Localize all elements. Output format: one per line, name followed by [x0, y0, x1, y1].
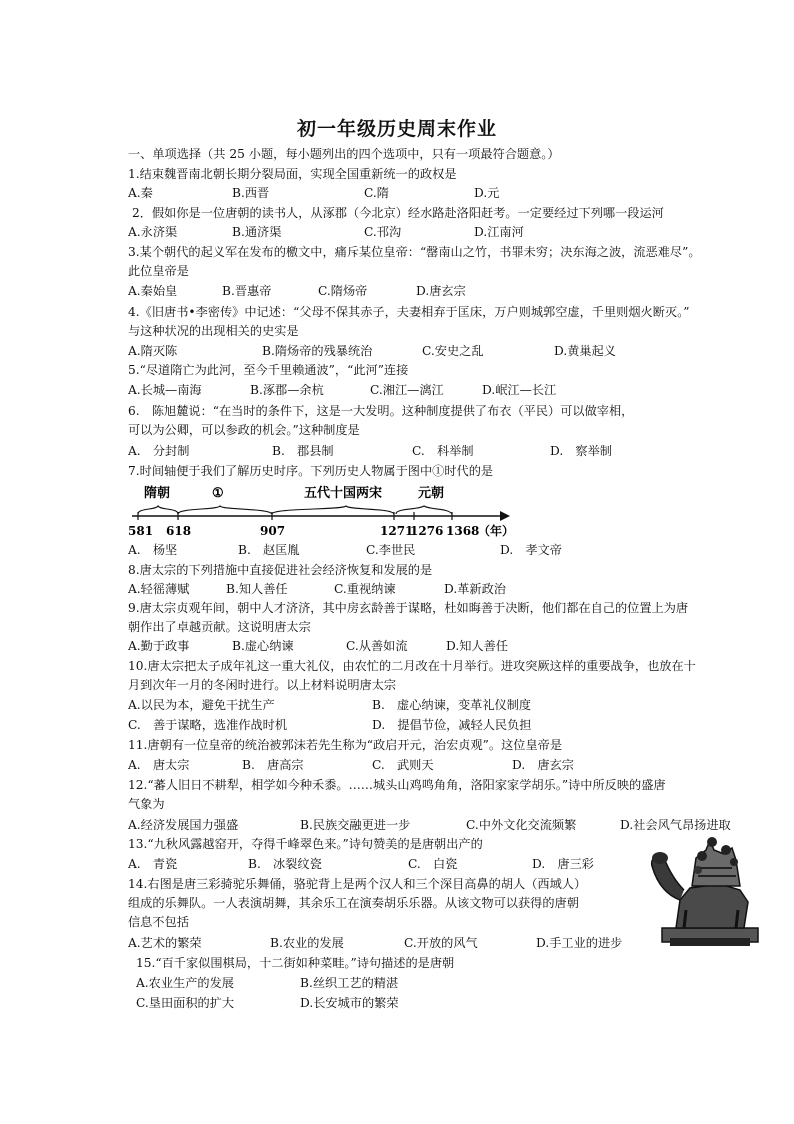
timeline-label-yuan: 元朝: [418, 486, 445, 501]
question-stem: 9.唐太宗贞观年间，朝中人才济济，其中房玄龄善于谋略，杜如晦善于决断，他们都在自己的位置上为唐: [128, 601, 689, 615]
option-a: A. 杨坚: [128, 543, 178, 557]
timeline-year: 618: [166, 524, 192, 538]
question-stem: 4.《旧唐书•李密传》中记述：“父母不保其赤子，夫妻相弃于匡床，万户则城郭空虚，千里则烟火断灭。”: [128, 305, 690, 319]
option-b: B. 虚心纳谏，变革礼仪制度: [372, 698, 532, 712]
option-c: C.垦田面积的扩大: [136, 996, 235, 1010]
option-a: A.永济渠: [128, 225, 178, 239]
timeline-label-five-dynasties-song: 五代十国两宋: [304, 486, 383, 501]
brace-five-dynasties-song: [272, 506, 394, 514]
option-d: D. 察举制: [550, 444, 612, 458]
option-d: D.革新政治: [444, 582, 506, 596]
option-b: B. 唐高宗: [242, 758, 304, 772]
option-d: D.知人善任: [446, 639, 508, 653]
option-d: D.社会风气昂扬进取: [620, 818, 731, 832]
question-stem-cont: 与这种状况的出现相关的史实是: [128, 324, 299, 338]
question-stem: 2．假如你是一位唐朝的读书人，从涿郡（今北京）经水路赴洛阳赶考。一定要经过下列哪一段运河: [132, 206, 664, 220]
option-c: C.隋炀帝: [318, 284, 368, 298]
question-stem: 6. 陈旭麓说：“在当时的条件下，这是一大发明。这种制度提供了布衣（平民）可以做宰相，: [128, 404, 634, 418]
question-stem-cont: 信息不包括: [128, 915, 189, 929]
page-title: 初一年级历史周末作业: [296, 118, 497, 140]
option-c: C.湘江—漓江: [370, 383, 444, 397]
section-heading: 一、单项选择（共 25 小题，每小题列出的四个选项中，只有一项最符合题意。）: [128, 147, 560, 161]
option-d: D.黄巢起义: [554, 344, 616, 358]
timeline-label-sui: 隋朝: [144, 486, 171, 501]
option-c: C. 白瓷: [408, 857, 458, 871]
option-d: D.江南河: [474, 225, 524, 239]
option-c: C.隋: [364, 186, 389, 200]
option-a: A.隋灭陈: [128, 344, 178, 358]
option-c: C.中外文化交流频繁: [466, 818, 577, 832]
option-b: B.西晋: [232, 186, 270, 200]
question-stem: 8.唐太宗的下列措施中直接促进社会经济恢复和发展的是: [128, 563, 433, 577]
option-b: B.丝织工艺的精湛: [300, 976, 399, 990]
timeline-year: 1271: [380, 524, 414, 538]
option-b: B.知人善任: [226, 582, 288, 596]
option-d: D. 唐玄宗: [512, 758, 574, 772]
option-d: D. 唐三彩: [532, 857, 594, 871]
option-d: D.元: [474, 186, 500, 200]
question-stem: 13.“九秋风露越窑开，夺得千峰翠色来。”诗句赞美的是唐朝出产的: [128, 837, 483, 851]
option-b: B.通济渠: [232, 225, 282, 239]
option-a: A.以民为本，避免干扰生产: [128, 698, 275, 712]
option-d: D. 提倡节俭，减轻人民负担: [372, 718, 532, 732]
timeline-year: 581: [128, 524, 154, 538]
option-a: A.秦始皇: [128, 284, 178, 298]
option-d: D.唐玄宗: [416, 284, 466, 298]
option-a: A.勤于政事: [128, 639, 190, 653]
question-stem: 11.唐朝有一位皇帝的统治被郭沫若先生称为“政启开元，治宏贞观”。这位皇帝是: [128, 738, 563, 752]
option-c: C.开放的风气: [404, 936, 478, 950]
option-c: C.李世民: [366, 543, 416, 557]
timeline-unit: （年）: [478, 524, 515, 538]
option-c: C.从善如流: [346, 639, 408, 653]
option-d: D.岷江—长江: [482, 383, 557, 397]
timeline-year: 1368: [446, 524, 480, 538]
option-c: C.重视纳谏: [334, 582, 396, 596]
option-b: B.民族交融更进一步: [300, 818, 411, 832]
option-c: C.邗沟: [364, 225, 402, 239]
option-b: B.虚心纳谏: [232, 639, 294, 653]
option-a: A. 唐太宗: [128, 758, 190, 772]
option-c: C. 善于谋略，选准作战时机: [128, 718, 288, 732]
question-stem: 5.“尽道隋亡为此河，至今千里赖通波”，“此河”连接: [128, 363, 409, 377]
option-b: B.晋惠帝: [222, 284, 272, 298]
option-a: A.艺术的繁荣: [128, 936, 202, 950]
option-a: A.轻徭薄赋: [128, 582, 190, 596]
question-stem-cont: 此位皇帝是: [128, 264, 189, 278]
option-a: A.秦: [128, 186, 153, 200]
option-d: D.长安城市的繁荣: [300, 996, 399, 1010]
option-a: A.农业生产的发展: [136, 976, 234, 990]
question-stem-cont: 朝作出了卓越贡献。这说明唐太宗: [128, 620, 311, 634]
option-b: B.涿郡—余杭: [250, 383, 324, 397]
option-b: B.农业的发展: [270, 936, 344, 950]
option-d: D.手工业的进步: [536, 936, 623, 950]
timeline-diagram: [128, 482, 528, 542]
brace-era-1: [178, 506, 272, 514]
timeline-arrow: [500, 511, 510, 521]
option-a: A.经济发展国力强盛: [128, 818, 239, 832]
timeline-year: 1276: [410, 524, 444, 538]
brace-sui: [138, 506, 178, 514]
option-c: C.安史之乱: [422, 344, 484, 358]
question-stem: 14.右图是唐三彩骑驼乐舞俑，骆驼背上是两个汉人和三个深目高鼻的胡人（西域人）: [128, 877, 587, 891]
question-stem: 15.“百千家似围棋局，十二街如种菜畦。”诗句描述的是唐朝: [136, 956, 455, 970]
timeline-label-era-1: ①: [212, 486, 224, 501]
question-stem-cont: 月到次年一月的冬闲时进行。以上材料说明唐太宗: [128, 678, 397, 692]
option-c: C. 科举制: [412, 444, 474, 458]
brace-yuan: [396, 506, 452, 514]
question-stem-cont: 气象为: [128, 797, 165, 811]
question-stem-cont: 组成的乐舞队。一人表演胡舞，其余乐工在演奏胡乐乐器。从该文物可以获得的唐朝: [128, 896, 579, 910]
question-stem: 10.唐太宗把太子成年礼这一重大礼仪，由农忙的二月改在十月举行。进攻突厥这样的重要战争，也放在十: [128, 659, 696, 673]
option-b: B. 赵匡胤: [238, 543, 300, 557]
option-a: A. 青瓷: [128, 857, 178, 871]
option-b: B.隋炀帝的残暴统治: [262, 344, 373, 358]
question-stem: 12.“蕃人旧日不耕犁，相学如今种禾黍。……城头山鸡鸣角角，洛阳家家学胡乐。”诗中所反映的盛唐: [128, 778, 666, 792]
option-a: A. 分封制: [128, 444, 190, 458]
question-stem: 3.某个朝代的起义军在发布的檄文中，痛斥某位皇帝：“罄南山之竹，书罪未穷；决东海之波，流恶难尽”。: [128, 245, 701, 259]
option-b: B. 冰裂纹瓷: [248, 857, 322, 871]
timeline-year: 907: [260, 524, 286, 538]
question-stem: 7.时间轴便于我们了解历史时序。下列历史人物属于图中①时代的是: [128, 464, 494, 478]
option-a: A.长城—南海: [128, 383, 202, 397]
option-c: C. 武则天: [372, 758, 434, 772]
option-b: B. 郡县制: [272, 444, 334, 458]
tang-sancai-camel-figurine-icon: [640, 828, 770, 953]
question-stem-cont: 可以为公卿，可以参政的机会。”这种制度是: [128, 423, 360, 437]
question-stem: 1.结束魏晋南北朝长期分裂局面，实现全国重新统一的政权是: [128, 167, 457, 181]
option-d: D. 孝文帝: [500, 543, 562, 557]
